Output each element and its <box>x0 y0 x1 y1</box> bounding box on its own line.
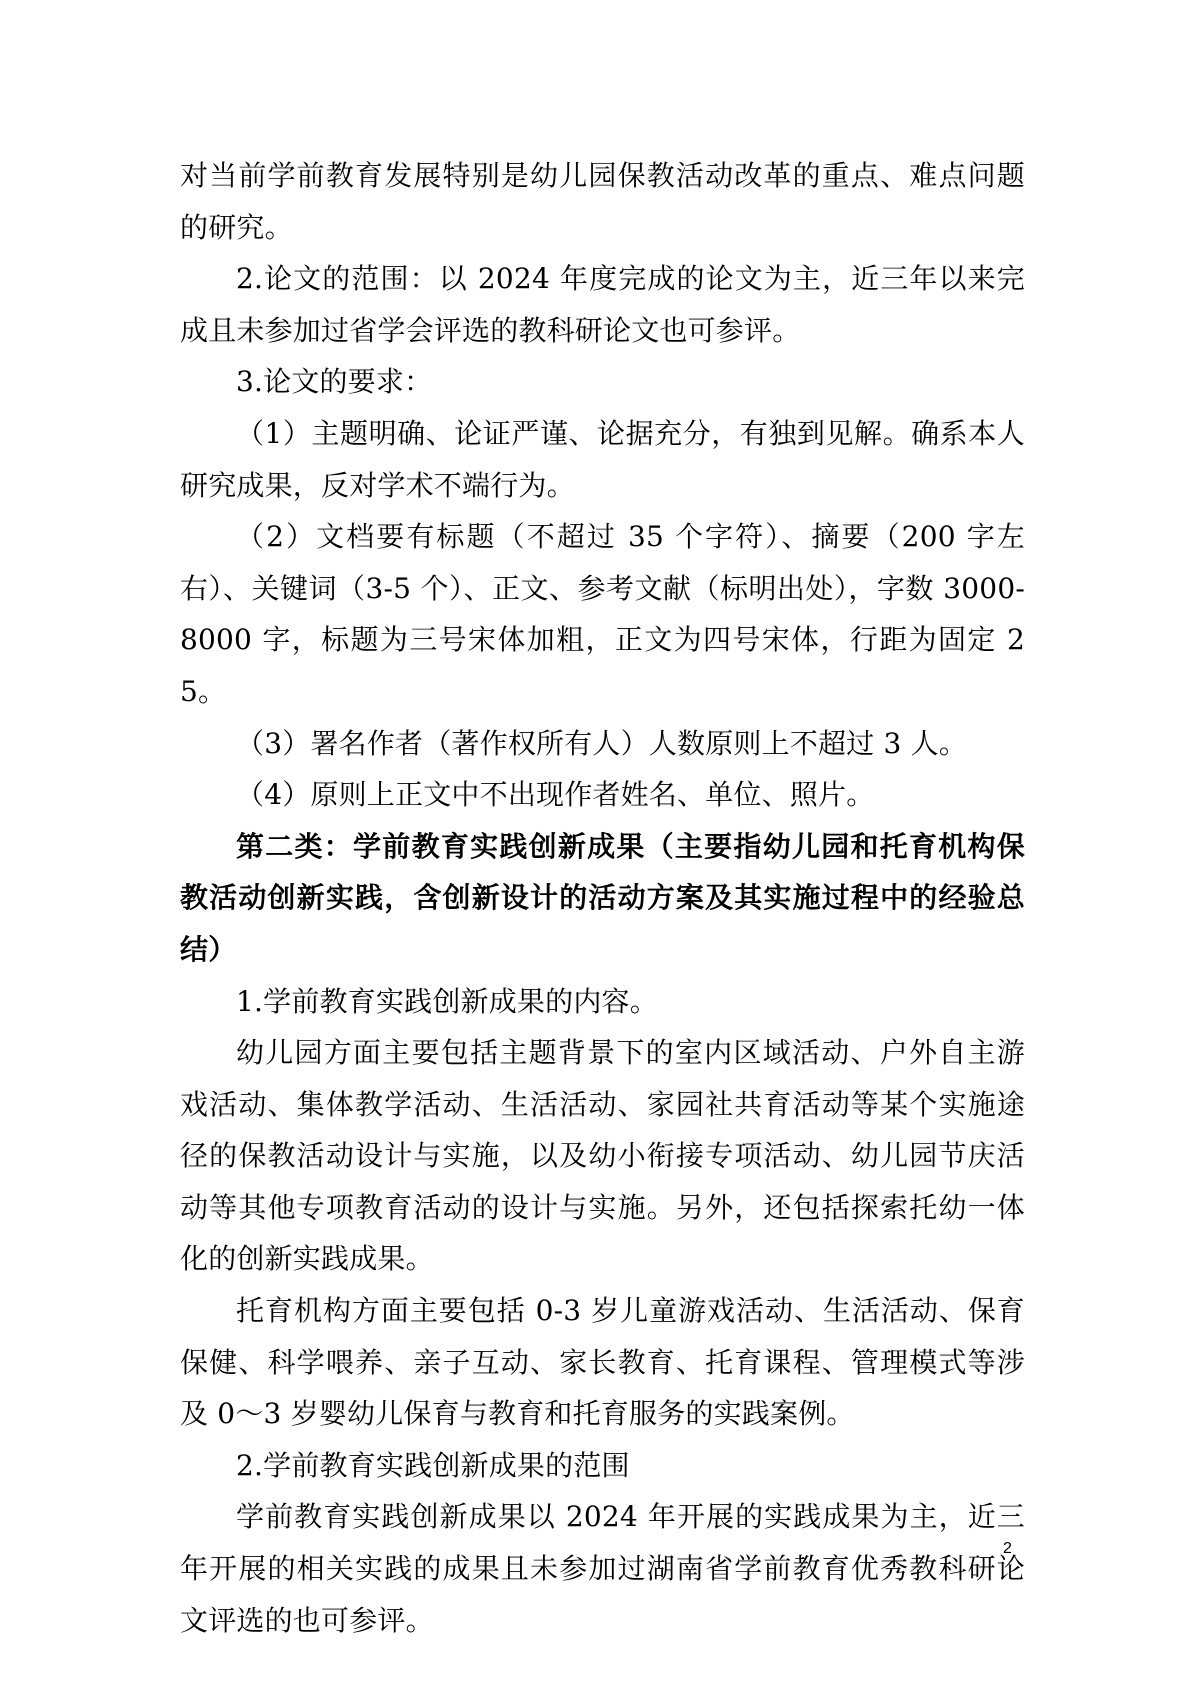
paragraph-practice-scope: 学前教育实践创新成果以 2024 年开展的实践成果为主，近三年开展的相关实践的成果且未参加过湖南省学前教育优秀教科研论文评选的也可参评。 <box>180 1500 1025 1637</box>
section-heading-category-two: 第二类：学前教育实践创新成果（主要指幼儿园和托育机构保教活动创新实践，含创新设计的活动方案及其实施过程中的经验总结） <box>180 829 1025 966</box>
paragraph-requirement-4: （4）原则上正文中不出现作者姓名、单位、照片。 <box>236 778 875 812</box>
paragraph-paper-scope: 2.论文的范围：以 2024 年度完成的论文为主，近三年以来完成且未参加过省学会评选的教科研论文也可参评。 <box>180 262 1025 347</box>
paragraph-requirement-2: （2）文档要有标题（不超过 35 个字符）、摘要（200 字左右）、关键词（3-5 个）、正文、参考文献（标明出处），字数 3000-8000 字，标题为三号宋体加粗，正文为四号宋体，行距为固定 25。 <box>180 520 1025 708</box>
page-number: 2 <box>1003 1540 1012 1557</box>
document-body <box>180 150 1025 1646</box>
paragraph-requirement-3: （3）署名作者（著作权所有人）人数原则上不超过 3 人。 <box>236 726 968 760</box>
paragraph-childcare-content: 托育机构方面主要包括 0-3 岁儿童游戏活动、生活活动、保育保健、科学喂养、亲子互动、家长教育、托育课程、管理模式等涉及 0～3 岁婴幼儿保育与教育和托育服务的实践案例。 <box>180 1294 1025 1431</box>
paragraph-practice-scope-title: 2.学前教育实践创新成果的范围 <box>236 1448 630 1482</box>
paragraph-paper-requirements-title: 3.论文的要求： <box>236 365 433 399</box>
paragraph-research-continuation: 对当前学前教育发展特别是幼儿园保教活动改革的重点、难点问题的研究。 <box>180 159 1025 244</box>
paragraph-kindergarten-content: 幼儿园方面主要包括主题背景下的室内区域活动、户外自主游戏活动、集体教学活动、生活活动、家园社共育活动等某个实施途径的保教活动设计与实施，以及幼小衔接专项活动、幼儿园节庆活动等其他专项教育活动的设计与实施。另外，还包括探索托幼一体化的创新实践成果。 <box>180 1036 1025 1276</box>
paragraph-requirement-1: （1）主题明确、论证严谨、论据充分，有独到见解。确系本人研究成果，反对学术不端行为。 <box>180 416 1025 502</box>
paragraph-practice-content-title: 1.学前教育实践创新成果的内容。 <box>236 984 658 1018</box>
